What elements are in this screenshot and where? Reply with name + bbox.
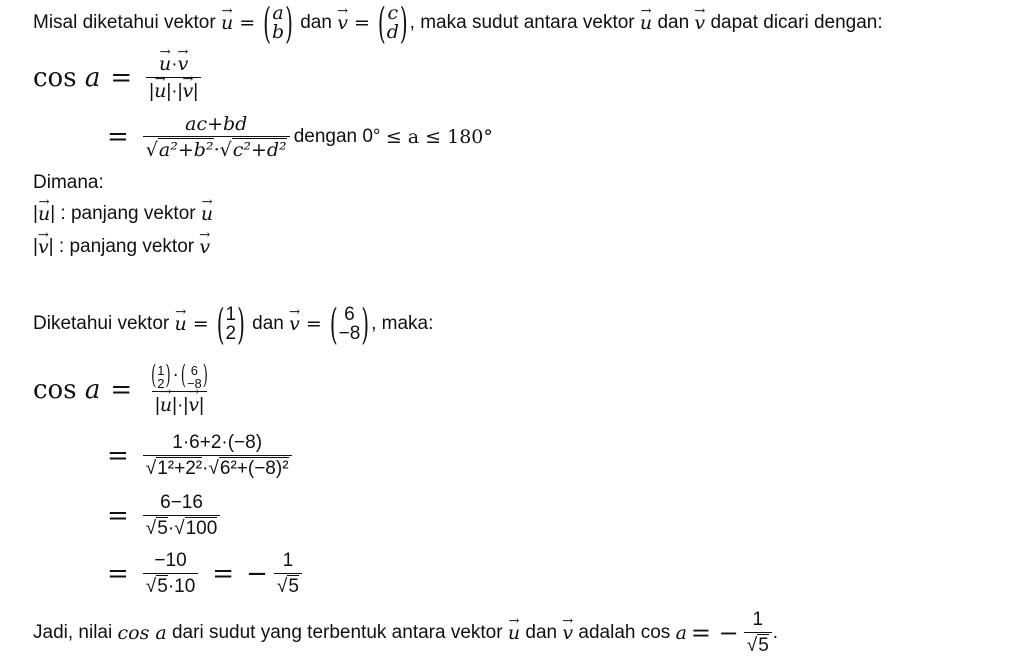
vector-u-symbol: → u: [221, 12, 233, 34]
conclusion-line: Jadi, nilai cos a dari sudut yang terbentuk antara vektor → u dan → v adalah cos a = − $\frac{1}{√5}$ .: [33, 605, 778, 661]
equals-sign: =: [239, 12, 256, 34]
where-item-u: | → u | : panjang vektor → u: [33, 203, 213, 225]
intro-conj: dan: [300, 12, 332, 33]
intro-line: [33, 0, 883, 49]
given-v-column: ( 6 −8 ): [329, 298, 370, 350]
condition-range: ≤ a ≤ 180°: [385, 126, 493, 148]
solution-step-2: = $\frac{1\cdot 6+2\cdot(-8)}{\text{√1²+2²·√6²+(−8)²}}$: [107, 428, 296, 484]
vector-v-symbol: → v: [337, 12, 348, 34]
solution-step-3: = $\frac{6-16}{√5\cdot√100}$: [107, 488, 224, 544]
where-label: Dimana:: [33, 172, 104, 193]
vector-v-symbol: → v: [694, 12, 705, 34]
intro-suffix-end: dapat dicari dengan:: [710, 12, 883, 33]
formula-step-1: [33, 50, 205, 106]
formula-step-2: [107, 108, 493, 166]
fraction-components: $\frac{ac+bd}{\text{√a²+b²·√c²+d²}}$: [143, 113, 290, 161]
solution-step-1: cos a = ( 1 2 ) · ( 6 −8 ) |→ u|·|→ v|: [33, 350, 217, 430]
cos-a-lhs: cos a: [33, 63, 101, 93]
fraction-vectors-over-norms: ( 1 2 ) · ( 6 −8 ) |→ u|·|→ v|: [146, 364, 213, 417]
vector-u-column: ( a b ): [263, 0, 293, 49]
intro-conj: dan: [657, 12, 690, 33]
component-b: b: [271, 21, 285, 43]
component-a: a: [272, 2, 284, 24]
equals-sign: =: [353, 12, 370, 34]
intro-prefix: Misal diketahui vektor: [33, 12, 216, 33]
given-line: Diketahui vektor → u = ( 1 2 ) dan → v = ( 6 −8 ) , maka:: [33, 302, 433, 346]
solution-step-4: = $\frac{-10}{√5\cdot 10}$ = − $\frac{1}{√5}$: [107, 546, 306, 602]
intro-suffix: , maka sudut antara vektor: [409, 12, 635, 33]
condition-text: dengan 0°: [293, 126, 381, 147]
vector-u-symbol: → u: [640, 12, 652, 34]
where-item-v: | → v | : panjang vektor → v: [33, 236, 210, 258]
equals-sign: =: [110, 63, 133, 93]
given-u-column: ( 1 2 ): [216, 298, 245, 350]
vector-v-column: ( c d ): [377, 0, 408, 49]
given-prefix: Diketahui vektor: [33, 313, 170, 334]
component-c: c: [387, 2, 399, 24]
fraction-dot-over-norms: → $\frac{u\cdot\to v}{|\to u|\cdot|\to v|}$: [146, 53, 201, 103]
equals-sign: =: [107, 122, 129, 152]
component-d: d: [386, 21, 399, 43]
